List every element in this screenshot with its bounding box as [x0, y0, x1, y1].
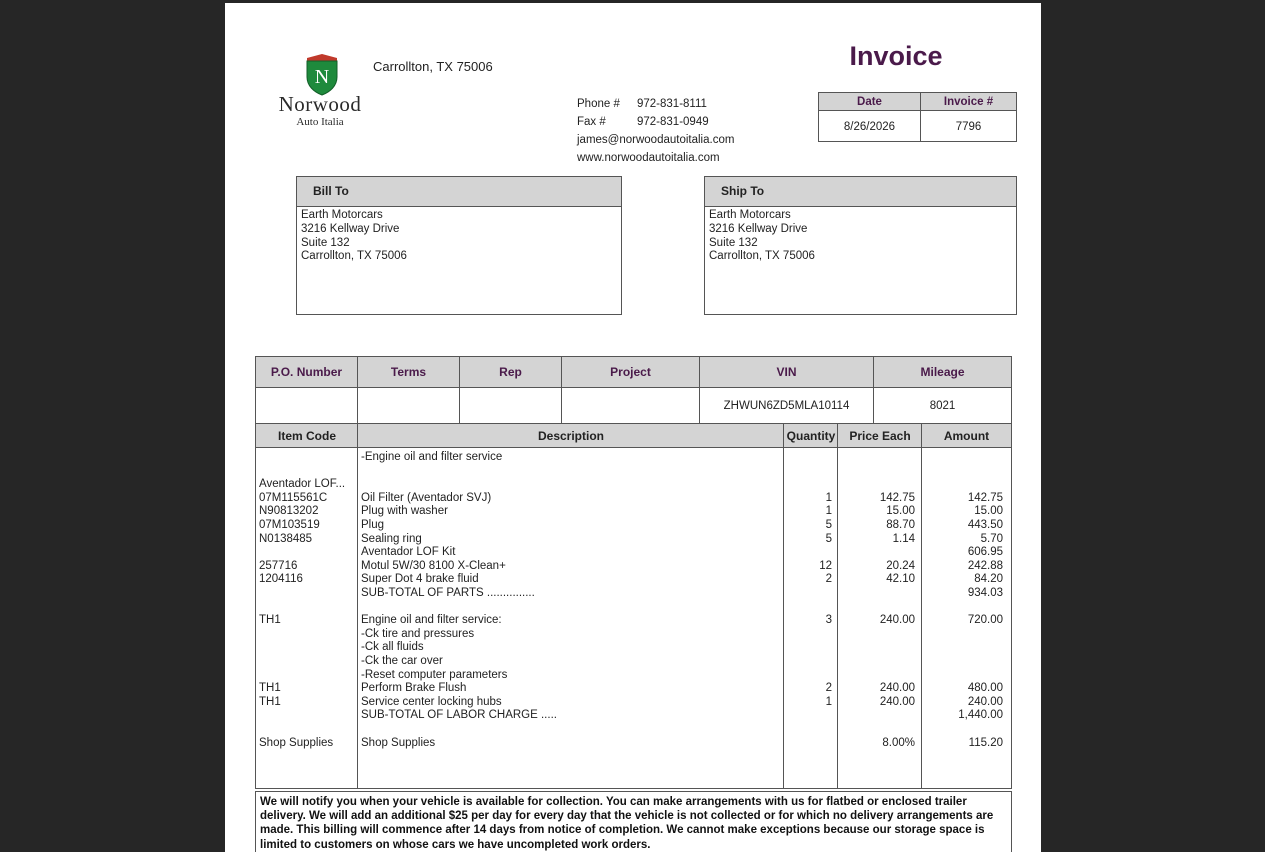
description-cell: -Ck the car over: [361, 655, 443, 667]
quantity-cell: 1: [825, 505, 832, 518]
item-code-cell: N90813202: [259, 505, 319, 518]
description-cell: SUB-TOTAL OF LABOR CHARGE .....: [361, 709, 557, 722]
invoice-date: 8/26/2026: [843, 121, 896, 133]
logo-wordmark: Norwood: [278, 92, 362, 116]
price-each-cell: 1.14: [892, 532, 915, 545]
quantity-cell: 5: [825, 519, 832, 531]
address-line: Earth Motorcars: [709, 209, 791, 221]
price-each-cell: 142.75: [879, 491, 915, 504]
quantity-cell: 1: [825, 695, 832, 708]
amount-cell: 443.50: [967, 519, 1003, 531]
po-number-header: P.O. Number: [256, 357, 358, 388]
quantity-cell: 1: [825, 491, 832, 504]
phone-row: [577, 95, 734, 113]
amount-cell: 5.70: [980, 532, 1003, 545]
item-code-cell: Aventador LOF...: [259, 478, 346, 491]
amount-header: Amount: [922, 424, 1011, 448]
mileage-header: Mileage: [874, 357, 1011, 388]
description-cell: Perform Brake Flush: [361, 682, 467, 695]
description-cell: -Engine oil and filter service: [361, 451, 503, 463]
logo-subtitle: Auto Italia: [296, 116, 344, 128]
address-line: Suite 132: [709, 236, 758, 249]
price-each-cell: 88.70: [886, 519, 915, 531]
price-each-cell: 240.00: [879, 682, 915, 695]
description-cell: Plug: [361, 519, 385, 531]
item-code-cell: TH1: [259, 682, 281, 695]
amount-cell: 1,440.00: [958, 709, 1003, 722]
price-each-cell: 15.00: [886, 505, 915, 518]
website: www.norwoodautoitalia.com: [577, 152, 720, 164]
address-line: Suite 132: [301, 236, 350, 249]
amount-cell: 84.20: [974, 573, 1003, 586]
description-cell: Plug with washer: [361, 505, 448, 518]
quantity-cell: 2: [825, 573, 832, 586]
description-cell: -Ck tire and pressures: [361, 627, 475, 640]
rep-header: Rep: [460, 357, 562, 388]
address-line: Earth Motorcars: [301, 209, 383, 221]
amount-cell: 115.20: [968, 736, 1003, 749]
project-value: [562, 388, 700, 424]
fax-value: 972-831-0949: [637, 116, 709, 128]
fax-label: Fax #: [577, 116, 606, 128]
item-code-cell: Shop Supplies: [259, 736, 334, 749]
amount-cell: 142.75: [967, 491, 1003, 504]
shield-logo-icon: [304, 53, 340, 96]
company-contact: [577, 95, 734, 167]
price-each-cell: 240.00: [879, 614, 915, 627]
column-divider: [357, 424, 358, 788]
column-divider: [920, 93, 921, 141]
column-divider: [837, 424, 838, 788]
po-number-value: [256, 388, 358, 424]
description-cell: Oil Filter (Aventador SVJ): [361, 491, 492, 504]
item-code-cell: TH1: [259, 695, 281, 708]
ship-to-box: [704, 176, 1017, 315]
description-cell: SUB-TOTAL OF PARTS ...............: [361, 587, 535, 599]
bill-to-address: [297, 207, 621, 266]
amount-cell: 934.03: [967, 587, 1003, 599]
price-each-cell: 8.00%: [882, 736, 915, 749]
column-divider: [783, 424, 784, 788]
line-items-table: [255, 423, 1012, 789]
item-code-cell: TH1: [259, 614, 281, 627]
description-cell: Super Dot 4 brake fluid: [361, 573, 479, 586]
amount-cell: 240.00: [967, 695, 1003, 708]
amount-cell: 242.88: [967, 559, 1003, 572]
company-city-line: Carrollton, TX 75006: [373, 59, 493, 74]
order-info-table: [255, 356, 1012, 425]
rep-value: [460, 388, 562, 424]
date-header: Date: [819, 93, 920, 111]
item-code-cell: 1204116: [259, 573, 303, 586]
price-each-cell: 42.10: [886, 573, 915, 586]
item-code-cell: 07M115561C: [259, 491, 328, 504]
quantity-cell: 2: [825, 682, 832, 695]
amount-cell: 606.95: [967, 546, 1003, 559]
ship-to-header: Ship To: [705, 177, 1016, 207]
address-line: Carrollton, TX 75006: [301, 250, 407, 263]
phone-label: Phone #: [577, 98, 620, 110]
quantity-cell: 3: [825, 614, 832, 627]
vin-header: VIN: [700, 357, 874, 388]
address-line: Carrollton, TX 75006: [709, 250, 815, 263]
bill-to-box: [296, 176, 622, 315]
description-cell: Engine oil and filter service:: [361, 614, 502, 627]
phone-value: 972-831-8111: [637, 98, 707, 110]
email: james@norwoodautoitalia.com: [577, 134, 735, 146]
price-each-cell: 20.24: [886, 559, 915, 572]
address-line: 3216 Kellway Drive: [301, 222, 400, 235]
project-header: Project: [562, 357, 700, 388]
price-each-cell: 240.00: [879, 695, 915, 708]
amount-cell: 15.00: [974, 505, 1003, 518]
description-cell: Shop Supplies: [361, 736, 436, 749]
item-code-cell: 07M103519: [259, 519, 320, 531]
invoice-number: 7796: [955, 121, 982, 133]
item-code-header: Item Code: [256, 424, 358, 448]
invoice-meta-box: [818, 92, 1017, 142]
column-divider: [921, 424, 922, 788]
mileage-value: 8021: [929, 400, 956, 412]
svg-text:N: N: [314, 66, 330, 88]
description-cell: Service center locking hubs: [361, 695, 502, 708]
invoice-number-header: Invoice #: [921, 93, 1016, 111]
item-code-cell: N0138485: [259, 532, 313, 545]
ship-to-address: [705, 207, 1016, 266]
item-code-cell: 257716: [259, 559, 298, 572]
quantity-cell: 12: [819, 559, 832, 572]
amount-cell: 480.00: [967, 682, 1003, 695]
price-each-header: Price Each: [838, 424, 922, 448]
description-cell: Sealing ring: [361, 532, 422, 545]
terms-header: Terms: [358, 357, 460, 388]
vin-value: ZHWUN6ZD5MLA10114: [700, 388, 874, 424]
address-line: 3216 Kellway Drive: [709, 222, 808, 235]
description-cell: Motul 5W/30 8100 X-Clean+: [361, 559, 506, 572]
description-cell: -Ck all fluids: [361, 641, 424, 654]
description-header: Description: [358, 424, 784, 448]
collection-notice: We will notify you when your vehicle is available for collection. You can make arrangements with us for flatbed or enclosed trailer delivery. We will add an additional $25 per day for every day that the vehicle is not collected or for which no delivery arrangements are made. This billing will commence after 14 days from notice of completion. We cannot make exceptions because our storage space is limited to customers on whose cars we have uncompleted work orders.: [255, 791, 1012, 852]
description-cell: -Reset computer parameters: [361, 668, 508, 681]
bill-to-header: Bill To: [297, 177, 621, 207]
amount-cell: 720.00: [967, 614, 1003, 627]
terms-value: [358, 388, 460, 424]
invoice-page: [225, 3, 1041, 852]
page-title: Invoice: [849, 41, 943, 71]
quantity-cell: 5: [825, 532, 832, 545]
fax-row: [577, 113, 734, 131]
description-cell: Aventador LOF Kit: [361, 546, 456, 559]
quantity-header: Quantity: [784, 424, 838, 448]
